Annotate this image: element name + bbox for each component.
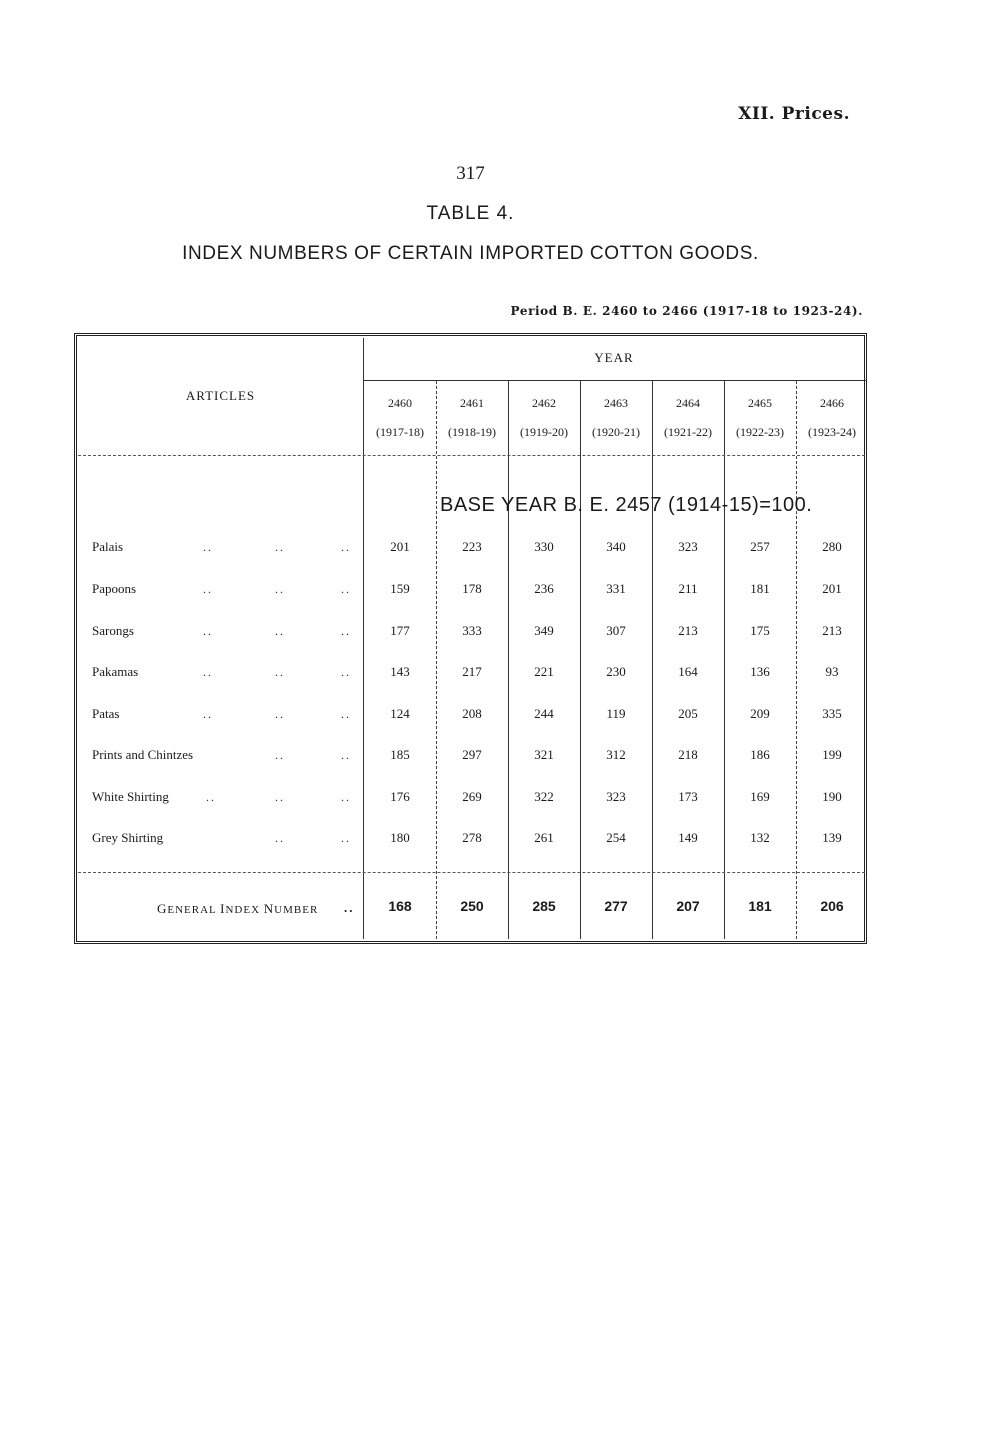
index-value: 236 [534,581,554,596]
general-index-value: 277 [604,898,628,914]
column-divider [652,381,653,939]
index-value: 244 [534,706,554,721]
column-divider [724,381,725,939]
leader-dots: .. [275,790,285,804]
body-bottom-rule [78,872,865,873]
index-value: 139 [822,830,842,845]
year-ad-0: (1917-18) [376,425,424,439]
index-value: 201 [390,539,410,554]
leader-dots: .. [203,665,213,679]
column-divider [796,381,797,939]
index-value: 213 [822,623,842,638]
index-value: 208 [462,706,482,721]
base-year-note: BASE YEAR B. E. 2457 (1914-15)=100. [440,494,813,516]
year-be-0: 2460 [388,396,412,410]
leader-dots: .. [275,582,285,596]
year-be-6: 2466 [820,396,844,410]
year-be-3: 2463 [604,396,628,410]
index-value: 349 [534,623,554,638]
index-value: 205 [678,706,698,721]
year-be-4: 2464 [676,396,700,410]
index-value: 211 [678,581,698,596]
year-ad-5: (1922-23) [736,425,784,439]
general-index-label: GENERAL INDEX NUMBER [157,901,319,916]
index-value: 175 [750,623,770,638]
article-label: Prints and Chintzes [92,747,194,762]
table-label: TABLE 4. [426,203,515,224]
index-value: 322 [534,789,554,804]
index-value: 186 [750,747,770,762]
index-value: 176 [390,789,410,804]
index-value: 177 [390,623,410,638]
year-ad-2: (1919-20) [520,425,568,439]
article-label: Pakamas [92,664,139,679]
index-value: 93 [825,664,839,679]
index-value: 178 [462,581,482,596]
article-label: White Shirting [92,789,169,804]
article-label: Sarongs [92,623,134,638]
index-value: 323 [606,789,626,804]
index-value: 278 [462,830,482,845]
leader-dots: .. [341,665,351,679]
year-underline [363,380,867,381]
index-value: 280 [822,539,842,554]
index-value: 223 [462,539,482,554]
index-value: 331 [606,581,626,596]
year-be-5: 2465 [748,396,772,410]
general-index-value: 168 [388,898,412,914]
article-label: Papoons [92,581,137,596]
year-ad-1: (1918-19) [448,425,496,439]
index-value: 217 [462,664,482,679]
index-value: 209 [750,706,770,721]
index-value: 307 [606,623,626,638]
general-index-value: 250 [460,898,484,914]
articles-header: ARTICLES [185,388,256,403]
general-index-value: 285 [532,898,556,914]
leader-dots: .. [344,900,355,915]
index-value: 335 [822,706,842,721]
article-label: Grey Shirting [92,830,164,845]
leader-dots: .. [341,748,351,762]
index-value: 180 [390,830,410,845]
index-value: 254 [606,830,626,845]
leader-dots: .. [203,540,213,554]
index-value: 173 [678,789,698,804]
leader-dots: .. [275,624,285,638]
general-index-value: 206 [820,898,844,914]
index-value: 257 [750,539,770,554]
article-label: Palais [92,539,124,554]
index-value: 261 [534,830,554,845]
leader-dots: .. [341,790,351,804]
leader-dots: .. [275,707,285,721]
year-be-1: 2461 [460,396,484,410]
index-value: 124 [390,706,410,721]
period-note: Period B. E. 2460 to 2466 (1917-18 to 1923-24). [510,304,863,318]
page-number: 317 [456,163,485,184]
index-value: 340 [606,539,626,554]
leader-dots: .. [275,748,285,762]
index-value: 143 [390,664,410,679]
column-divider [508,381,509,939]
index-value: 218 [678,747,698,762]
leader-dots: .. [341,624,351,638]
index-value: 199 [822,747,842,762]
column-divider [580,381,581,939]
general-index-value: 181 [748,898,772,914]
leader-dots: .. [203,582,213,596]
index-value: 333 [462,623,482,638]
index-value: 119 [606,706,626,721]
section-heading: XII. Prices. [738,104,850,124]
leader-dots: .. [341,707,351,721]
index-value: 213 [678,623,698,638]
year-be-2: 2462 [532,396,556,410]
index-value: 185 [390,747,410,762]
index-value: 269 [462,789,482,804]
leader-dots: .. [275,831,285,845]
index-value: 221 [534,664,554,679]
year-ad-4: (1921-22) [664,425,712,439]
column-divider [436,381,437,939]
header-bottom-rule [78,455,865,456]
index-value: 321 [534,747,554,762]
index-value: 136 [750,664,770,679]
index-value: 181 [750,581,770,596]
leader-dots: .. [275,665,285,679]
leader-dots: .. [275,540,285,554]
index-value: 132 [750,830,770,845]
article-label: Patas [92,706,120,721]
year-header: YEAR [594,350,634,365]
index-value: 297 [462,747,482,762]
year-ad-6: (1923-24) [808,425,856,439]
leader-dots: .. [341,831,351,845]
leader-dots: .. [341,582,351,596]
index-value: 190 [822,789,842,804]
index-value: 330 [534,539,554,554]
leader-dots: .. [203,707,213,721]
index-value: 323 [678,539,698,554]
index-value: 159 [390,581,410,596]
index-value: 312 [606,747,626,762]
year-ad-3: (1920-21) [592,425,640,439]
general-index-value: 207 [676,898,700,914]
index-value: 201 [822,581,842,596]
table-title: INDEX NUMBERS OF CERTAIN IMPORTED COTTON GOODS. [182,243,759,264]
index-value: 169 [750,789,770,804]
leader-dots: .. [206,790,216,804]
index-value: 164 [678,664,698,679]
leader-dots: .. [341,540,351,554]
leader-dots: .. [203,624,213,638]
index-value: 230 [606,664,626,679]
index-value: 149 [678,830,698,845]
